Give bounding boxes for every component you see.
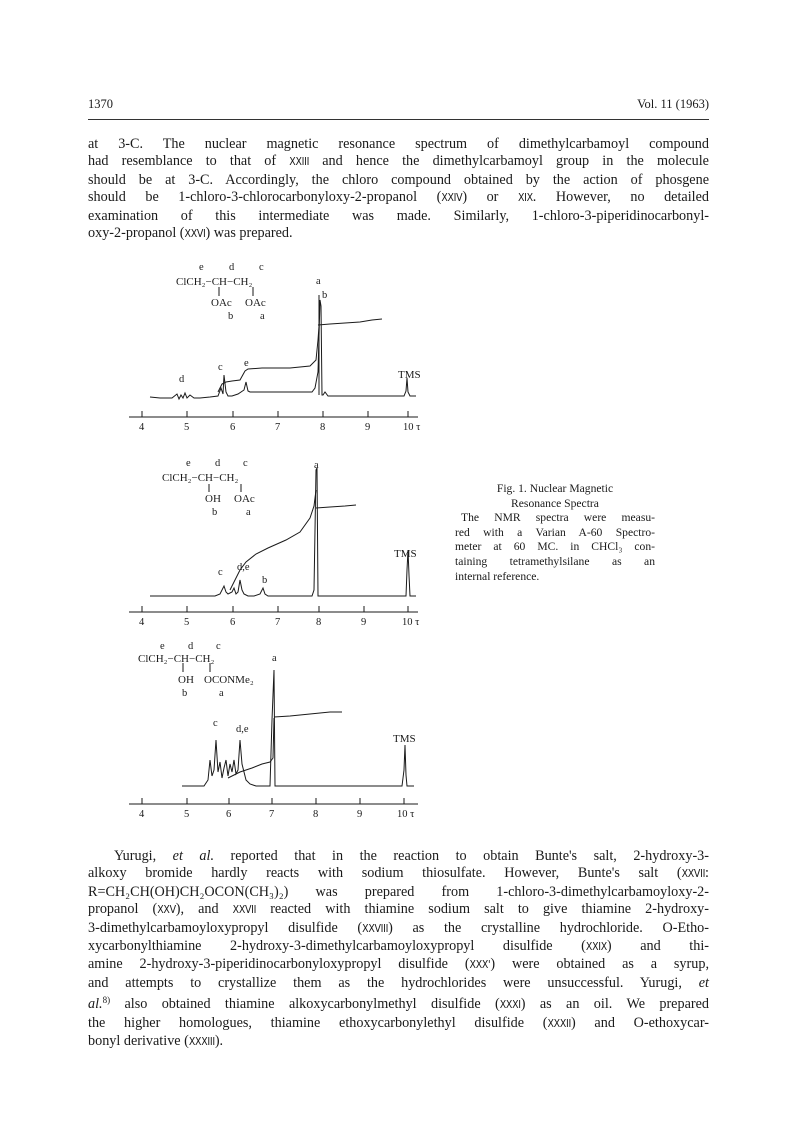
axis-tick: 5 [184, 422, 190, 433]
axis-tick: 9 [365, 422, 371, 433]
pos-label: e [186, 458, 191, 469]
axis-tick: 7 [275, 617, 281, 628]
substituent: OCONMe₂ [204, 674, 254, 686]
peak-label: c [213, 718, 218, 729]
text-line: the higher homologues, thiamine ethoxycarbonylethyl disulfide (XXXII) and O-ethoxycar- [88, 1014, 709, 1031]
peak-label: e [244, 358, 249, 369]
compound-ref: XXVIII [362, 922, 389, 935]
compound-ref: XXIV [441, 192, 463, 205]
sub-label: b [182, 688, 188, 699]
axis-tick: 6 [230, 617, 236, 628]
spectrum-2-trace [129, 468, 418, 612]
axis-tick: 6 [226, 809, 232, 820]
substituent: OH [205, 493, 221, 505]
axis-tick: 5 [184, 809, 190, 820]
peak-label: a [272, 653, 277, 664]
text-line: 3-dimethylcarbamoyloxypropyl disulfide (XXVIII) as the crystalline hydrochloride. O-Etho- [88, 919, 710, 936]
axis-tick: 7 [269, 809, 275, 820]
structure-formula: ClCH₂−CH−CH₂ [176, 276, 253, 288]
pos-label: c [216, 641, 221, 652]
substituent: OH [178, 674, 194, 686]
figure-caption [455, 482, 655, 584]
spectrum-2-ticks [142, 606, 408, 612]
structure-formula: ClCH₂−CH−CH₂ [138, 653, 215, 665]
citation-superscript: 8) [102, 995, 111, 1006]
text-line: should be 1-chloro-3-chlorocarbonyloxy-2-propanol (XXIV) or XIX. However, no detailed [88, 189, 709, 206]
axis-tick: 6 [230, 422, 236, 433]
tms-label: TMS [394, 548, 417, 560]
compound-ref: XXVII [232, 904, 257, 917]
compound-ref: XXXII [547, 1017, 571, 1030]
text-line: examination of this intermediate was made. Similarly, 1-chloro-3-piperidinocarbonyl- [88, 207, 709, 224]
compound-ref: XXIX [585, 941, 607, 954]
peak-label: b [322, 290, 328, 301]
structure-formula: ClCH₂−CH−CH₂ [162, 472, 239, 484]
peak-label: b [262, 575, 268, 586]
axis-tick: 9 [361, 617, 367, 628]
pos-label: c [243, 458, 248, 469]
text-line: propanol (XXV), and XXVII reacted with thiamine sodium salt to give thiamine 2-hydroxy- [88, 901, 709, 918]
axis-tick: 4 [139, 422, 145, 433]
caption-title: Fig. 1. Nuclear Magnetic [496, 482, 614, 495]
pos-label: d [188, 641, 194, 652]
spectrum-1-ticks [142, 411, 408, 417]
substituent: OAc [234, 493, 255, 505]
compound-ref: XXV [157, 904, 176, 917]
text-line: bonyl derivative (XXXIII). [88, 1033, 224, 1050]
peak-label: a [316, 276, 321, 287]
spectrum-1-trace [129, 295, 418, 417]
spectrum-3-trace [129, 670, 418, 804]
peak-label: c [218, 362, 223, 373]
axis-tick: 8 [320, 422, 326, 433]
caption-line: internal reference. [455, 569, 540, 583]
axis-tick: 10 τ [403, 422, 421, 433]
compound-ref: XIX [517, 192, 533, 205]
caption-line: taining tetramethylsilane as an [455, 554, 655, 568]
caption-title: Resonance Spectra [511, 496, 599, 510]
text-line: amine 2-hydroxy-3-piperidinocarbonyloxypropyl disulfide (XXX') were obtained as a syrup, [88, 956, 709, 973]
page-number: 1370 [88, 97, 113, 111]
text-line: and attempts to crystallize them as the hydrochlorides were unsuccessful. Yurugi, et [88, 974, 709, 991]
sub-label: b [212, 507, 218, 518]
peak-label: d,e [237, 562, 250, 573]
pos-label: c [259, 262, 264, 273]
text-line: at 3-C. The nuclear magnetic resonance spectrum of dimethylcarbamoyl compound [88, 136, 709, 152]
text-line: al.$^{8)}$ also obtained thiamine alkoxycarbonylmethyl disulfide (XXXI) as an oil. We prepared [88, 995, 709, 1013]
compound-ref: XXXI [499, 999, 521, 1012]
substituent: OAc [211, 297, 232, 309]
sub-label: b [228, 311, 234, 322]
peak-label: d,e [236, 724, 249, 735]
axis-tick: 4 [139, 617, 145, 628]
pos-label: e [160, 641, 165, 652]
text-line: had resemblance to that of XXIII and hence the dimethylcarbamoyl group in the molecule [88, 153, 709, 170]
axis-tick: 5 [184, 617, 190, 628]
pos-label: e [199, 262, 204, 273]
journal-volume: Vol. 11 (1963) [637, 97, 709, 111]
spectrum-3-ticks [142, 798, 404, 804]
caption-line: red with a Varian A-60 Spectro- [455, 525, 655, 539]
compound-ref: XXXIII [188, 1036, 215, 1049]
axis-tick: 8 [316, 617, 322, 628]
caption-line: meter at 60 MC. in CHCl₃ con- [455, 540, 655, 554]
pos-label: d [215, 458, 221, 469]
text-line: R=CH₂CH(OH)CH₂OCON(CH₃)₂) was prepared from 1-chloro-3-dimethylcarbamoyloxy-2- [88, 883, 709, 900]
text-line: should be at 3-C. Accordingly, the chloro compound obtained by the action of phosgene [88, 171, 709, 188]
axis-tick: 10 τ [402, 617, 420, 628]
substituent: OAc [245, 297, 266, 309]
pos-label: d [229, 262, 235, 273]
peak-label: d [179, 374, 185, 385]
axis-tick: 10 τ [397, 809, 415, 820]
tms-label: TMS [398, 369, 421, 381]
peak-label: a [314, 460, 319, 471]
text-line: alkoxy bromide hardly reacts with sodium thiosulfate. However, Bunte's salt (XXVII: [88, 865, 709, 882]
sub-label: a [219, 688, 224, 699]
text-line: oxy-2-propanol (XXVI) was prepared. [88, 225, 293, 242]
axis-tick: 9 [357, 809, 363, 820]
axis-tick: 7 [275, 422, 281, 433]
compound-ref: XXX' [469, 959, 491, 972]
compound-ref: XXIII [289, 156, 310, 169]
compound-ref: XXVI [184, 228, 206, 241]
text-line: xycarbonylthiamine 2-hydroxy-3-dimethylcarbamoyloxypropyl disulfide (XXIX) and thi- [88, 938, 709, 955]
text-line: Yurugi, et al. reported that in the reaction to obtain Bunte's salt, 2-hydroxy-3- [114, 848, 709, 864]
tms-label: TMS [393, 733, 416, 745]
sub-label: a [246, 507, 251, 518]
peak-label: c [218, 567, 223, 578]
compound-ref: XXVII [681, 868, 706, 881]
paragraph-bunte-salt [88, 848, 709, 1051]
axis-tick: 8 [313, 809, 319, 820]
sub-label: a [260, 311, 265, 322]
axis-tick: 4 [139, 809, 145, 820]
caption-line: The NMR spectra were measu- [461, 511, 655, 525]
